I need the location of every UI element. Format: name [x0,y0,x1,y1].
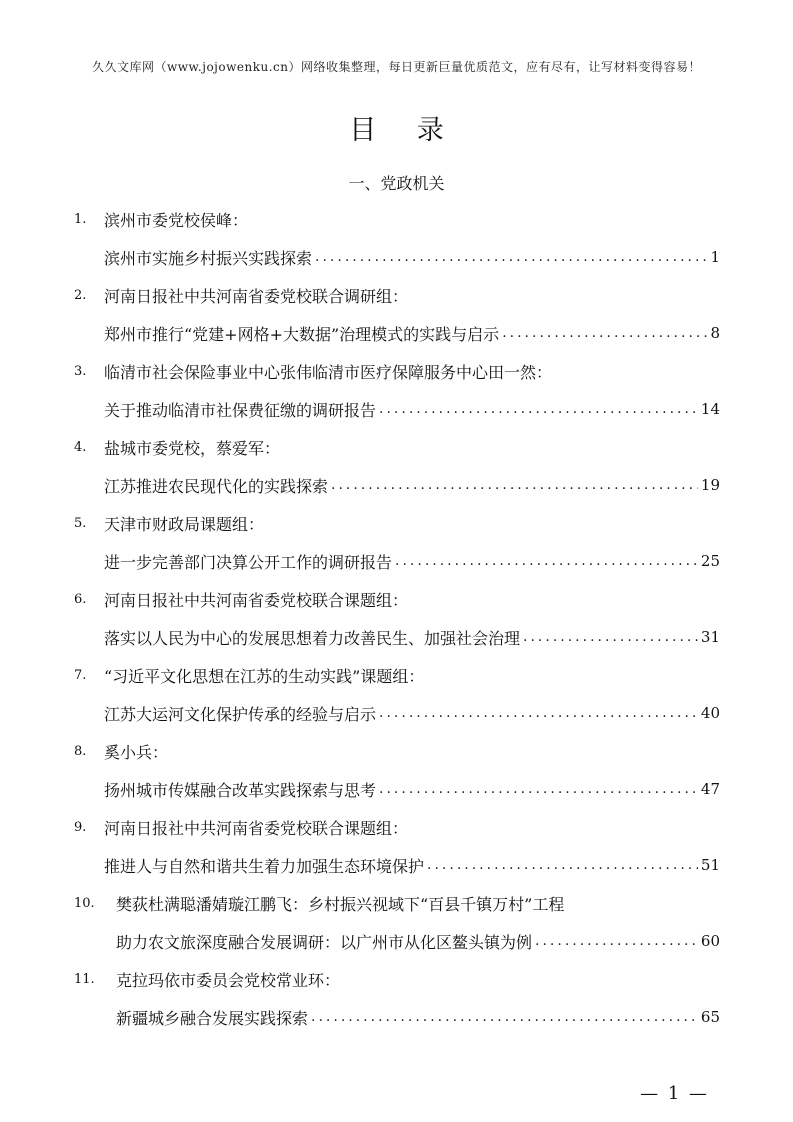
toc-entry-3 [74,352,720,428]
entry-title: 郑州市推行“党建+网格+大数据”治理模式的实践与启示 [104,324,500,344]
dot-leader [331,477,698,493]
entry-page-number: 31 [700,628,720,646]
entry-page-number: 8 [710,324,720,342]
dot-leader [315,249,707,265]
entry-number: 10. [74,895,95,911]
entry-page-number: 60 [700,932,720,950]
toc-link[interactable] [74,542,720,580]
toc-entry-10 [74,884,720,960]
entry-page-number: 14 [700,400,720,418]
toc-list [74,200,720,1036]
entry-page-number: 1 [710,248,720,266]
entry-page-number: 47 [700,780,720,798]
toc-link[interactable] [74,694,720,732]
dot-leader [523,629,698,645]
toc-link[interactable] [74,846,720,884]
entry-author: 樊荻杜满聪潘婧璇江鹏飞：乡村振兴视域下“百县千镇万村”工程 [116,894,565,914]
entry-author: 河南日报社中共河南省委党校联合课题组： [104,818,409,838]
toc-link[interactable] [74,390,720,428]
entry-author: 滨州市委党校侯峰： [104,210,249,230]
page-number-footer: — 1 — [640,1083,709,1104]
entry-number: 11. [74,971,95,987]
entry-number: 6. [74,591,87,607]
toc-link[interactable] [74,618,720,656]
toc-link[interactable] [74,922,720,960]
entry-title: 新疆城乡融合发展实践探索 [116,1008,309,1028]
dot-leader [311,1009,698,1025]
entry-number: 5. [74,515,87,531]
entry-author: 盐城市委党校，蔡爱军： [104,438,281,458]
entry-author: 河南日报社中共河南省委党校联合课题组： [104,590,409,610]
entry-number: 9. [74,819,87,835]
entry-title: 关于推动临清市社保费征缴的调研报告 [104,400,377,420]
toc-link[interactable] [74,770,720,808]
entry-title: 助力农文旅深度融合发展调研：以广州市从化区鳌头镇为例 [116,932,533,952]
toc-entry-5 [74,504,720,580]
entry-title: 落实以人民为中心的发展思想着力改善民生、加强社会治理 [104,628,521,648]
dot-leader [427,857,698,873]
entry-page-number: 65 [700,1008,720,1026]
toc-entry-4 [74,428,720,504]
entry-number: 8. [74,743,87,759]
entry-author: 河南日报社中共河南省委党校联合调研组： [104,286,409,306]
toc-entry-6 [74,580,720,656]
toc-link[interactable] [74,314,720,352]
toc-link[interactable] [74,998,720,1036]
entry-author: “习近平文化思想在江苏的生动实践”课题组： [104,666,425,686]
entry-number: 7. [74,667,87,683]
toc-link[interactable] [74,238,720,276]
entry-author: 天津市财政局课题组： [104,514,265,534]
entry-title: 扬州城市传媒融合改革实践探索与思考 [104,780,377,800]
entry-author: 克拉玛依市委员会党校常业环： [116,970,341,990]
toc-entry-2 [74,276,720,352]
entry-number: 2. [74,287,87,303]
dot-leader [379,781,698,797]
toc-entry-1 [74,200,720,276]
entry-page-number: 19 [700,476,720,494]
dot-leader [535,933,698,949]
header-note: 久久文库网（www.jojowenku.cn）网络收集整理，每日更新巨量优质范文，应有尽有，让写材料变得容易！ [92,60,701,74]
entry-title: 进一步完善部门决算公开工作的调研报告 [104,552,393,572]
entry-author: 临清市社会保险事业中心张伟临清市医疗保障服务中心田一然： [104,362,553,382]
entry-page-number: 40 [700,704,720,722]
entry-title: 滨州市实施乡村振兴实践探索 [104,248,313,268]
toc-entry-8 [74,732,720,808]
entry-title: 江苏推进农民现代化的实践探索 [104,476,329,496]
section-heading: 一、党政机关 [348,174,445,193]
dot-leader [379,705,698,721]
entry-number: 4. [74,439,87,455]
toc-entry-9 [74,808,720,884]
entry-page-number: 51 [700,856,720,874]
entry-title: 推进人与自然和谐共生着力加强生态环境保护 [104,856,425,876]
dot-leader [379,401,698,417]
page-title: 目 录 [349,115,460,146]
entry-title: 江苏大运河文化保护传承的经验与启示 [104,704,377,724]
toc-entry-11 [74,960,720,1036]
dot-leader [502,325,707,341]
entry-page-number: 25 [700,552,720,570]
dot-leader [395,553,698,569]
entry-number: 3. [74,363,87,379]
entry-author: 奚小兵： [104,742,169,762]
toc-link[interactable] [74,466,720,504]
toc-entry-7 [74,656,720,732]
entry-number: 1. [74,211,87,227]
